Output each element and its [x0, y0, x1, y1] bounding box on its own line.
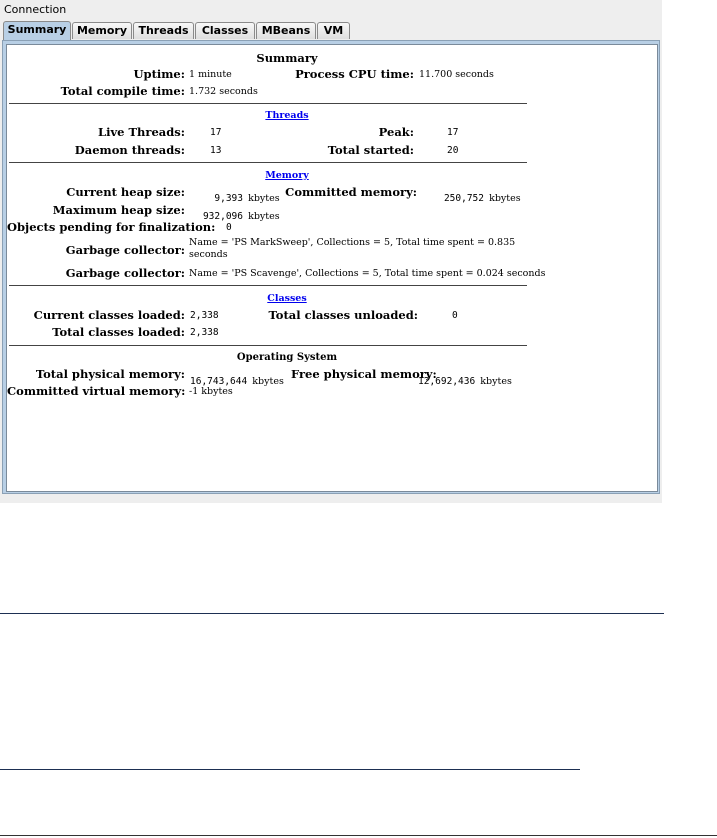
- physical-memory-value: 16,743,644: [190, 376, 248, 387]
- os-heading: Operating System: [236, 352, 338, 363]
- daemon-threads-value: 13: [210, 145, 222, 156]
- committed-memory-label: Committed memory:: [285, 185, 417, 199]
- max-heap-unit: kbytes: [248, 211, 280, 222]
- peak-value: 17: [447, 127, 459, 138]
- compile-time-label: Total compile time:: [60, 84, 185, 98]
- separator: [9, 345, 527, 346]
- divider-line: [0, 613, 664, 614]
- uptime-value: 1 minute: [189, 69, 232, 80]
- divider-line: [0, 835, 717, 836]
- committed-memory-unit: kbytes: [489, 193, 521, 204]
- heap-size-value-group: [187, 186, 280, 205]
- gc-marksweep-value-cont: seconds: [189, 249, 228, 260]
- heap-size-label: Current heap size:: [66, 185, 185, 199]
- classes-unloaded-label: Total classes unloaded:: [268, 308, 418, 322]
- gc-marksweep-value: Name = 'PS MarkSweep', Collections = 5, Total time spent = 0.835: [189, 237, 516, 248]
- gc-scavenge-label: Garbage collector:: [65, 266, 185, 280]
- summary-content: [6, 44, 658, 492]
- divider-line: [0, 769, 580, 770]
- live-threads-label: Live Threads:: [98, 125, 185, 139]
- gc-scavenge-value: Name = 'PS Scavenge', Collections = 5, Total time spent = 0.024 seconds: [189, 268, 546, 279]
- classes-unloaded-value: 0: [452, 310, 458, 321]
- committed-memory-value-group: [432, 186, 521, 205]
- gc-marksweep-label: Garbage collector:: [65, 243, 185, 257]
- tab-summary[interactable]: Summary: [3, 21, 71, 40]
- total-started-label: Total started:: [327, 143, 414, 157]
- tab-threads[interactable]: Threads: [133, 22, 194, 39]
- physical-memory-unit: kbytes: [252, 376, 284, 387]
- tab-classes[interactable]: Classes: [195, 22, 255, 39]
- peak-label: Peak:: [378, 125, 414, 139]
- free-memory-value-group: [418, 369, 512, 388]
- compile-time-value: 1.732 seconds: [189, 86, 258, 97]
- current-classes-label: Current classes loaded:: [33, 308, 185, 322]
- classes-link[interactable]: Classes: [267, 293, 307, 304]
- heap-size-value: 9,393: [214, 193, 243, 204]
- virtual-memory-value: -1 kbytes: [189, 386, 233, 397]
- virtual-memory-label: Committed virtual memory:: [7, 384, 186, 398]
- separator: [9, 285, 527, 286]
- live-threads-value: 17: [210, 127, 222, 138]
- max-heap-value: 932,096: [202, 211, 243, 222]
- connection-menu[interactable]: Connection: [4, 3, 67, 16]
- committed-memory-value: 250,752: [443, 193, 484, 204]
- memory-link[interactable]: Memory: [265, 170, 309, 181]
- free-memory-unit: kbytes: [480, 376, 512, 387]
- menubar: [0, 0, 662, 20]
- cpu-time-label: Process CPU time:: [295, 67, 414, 81]
- total-started-value: 20: [447, 145, 459, 156]
- daemon-threads-label: Daemon threads:: [74, 143, 185, 157]
- free-memory-value: 12,692,436: [418, 376, 476, 387]
- summary-panel: [2, 40, 660, 494]
- max-heap-label: Maximum heap size:: [52, 203, 185, 217]
- uptime-label: Uptime:: [133, 67, 185, 81]
- current-classes-value: 2,338: [190, 310, 219, 321]
- heap-size-unit: kbytes: [248, 193, 280, 204]
- cpu-time-value: 11.700 seconds: [419, 69, 494, 80]
- pending-finalization-label: Objects pending for finalization:: [7, 220, 216, 234]
- pending-finalization-value: 0: [226, 222, 232, 233]
- physical-memory-label: Total physical memory:: [35, 367, 185, 381]
- tab-vm[interactable]: VM: [317, 22, 350, 39]
- threads-link[interactable]: Threads: [265, 110, 309, 121]
- separator: [9, 162, 527, 163]
- separator: [9, 103, 527, 104]
- tab-memory[interactable]: Memory: [72, 22, 132, 39]
- total-classes-value: 2,338: [190, 327, 219, 338]
- free-memory-label: Free physical memory:: [291, 367, 437, 381]
- total-classes-label: Total classes loaded:: [52, 325, 185, 339]
- summary-heading: Summary: [256, 51, 318, 65]
- tab-mbeans[interactable]: MBeans: [256, 22, 316, 39]
